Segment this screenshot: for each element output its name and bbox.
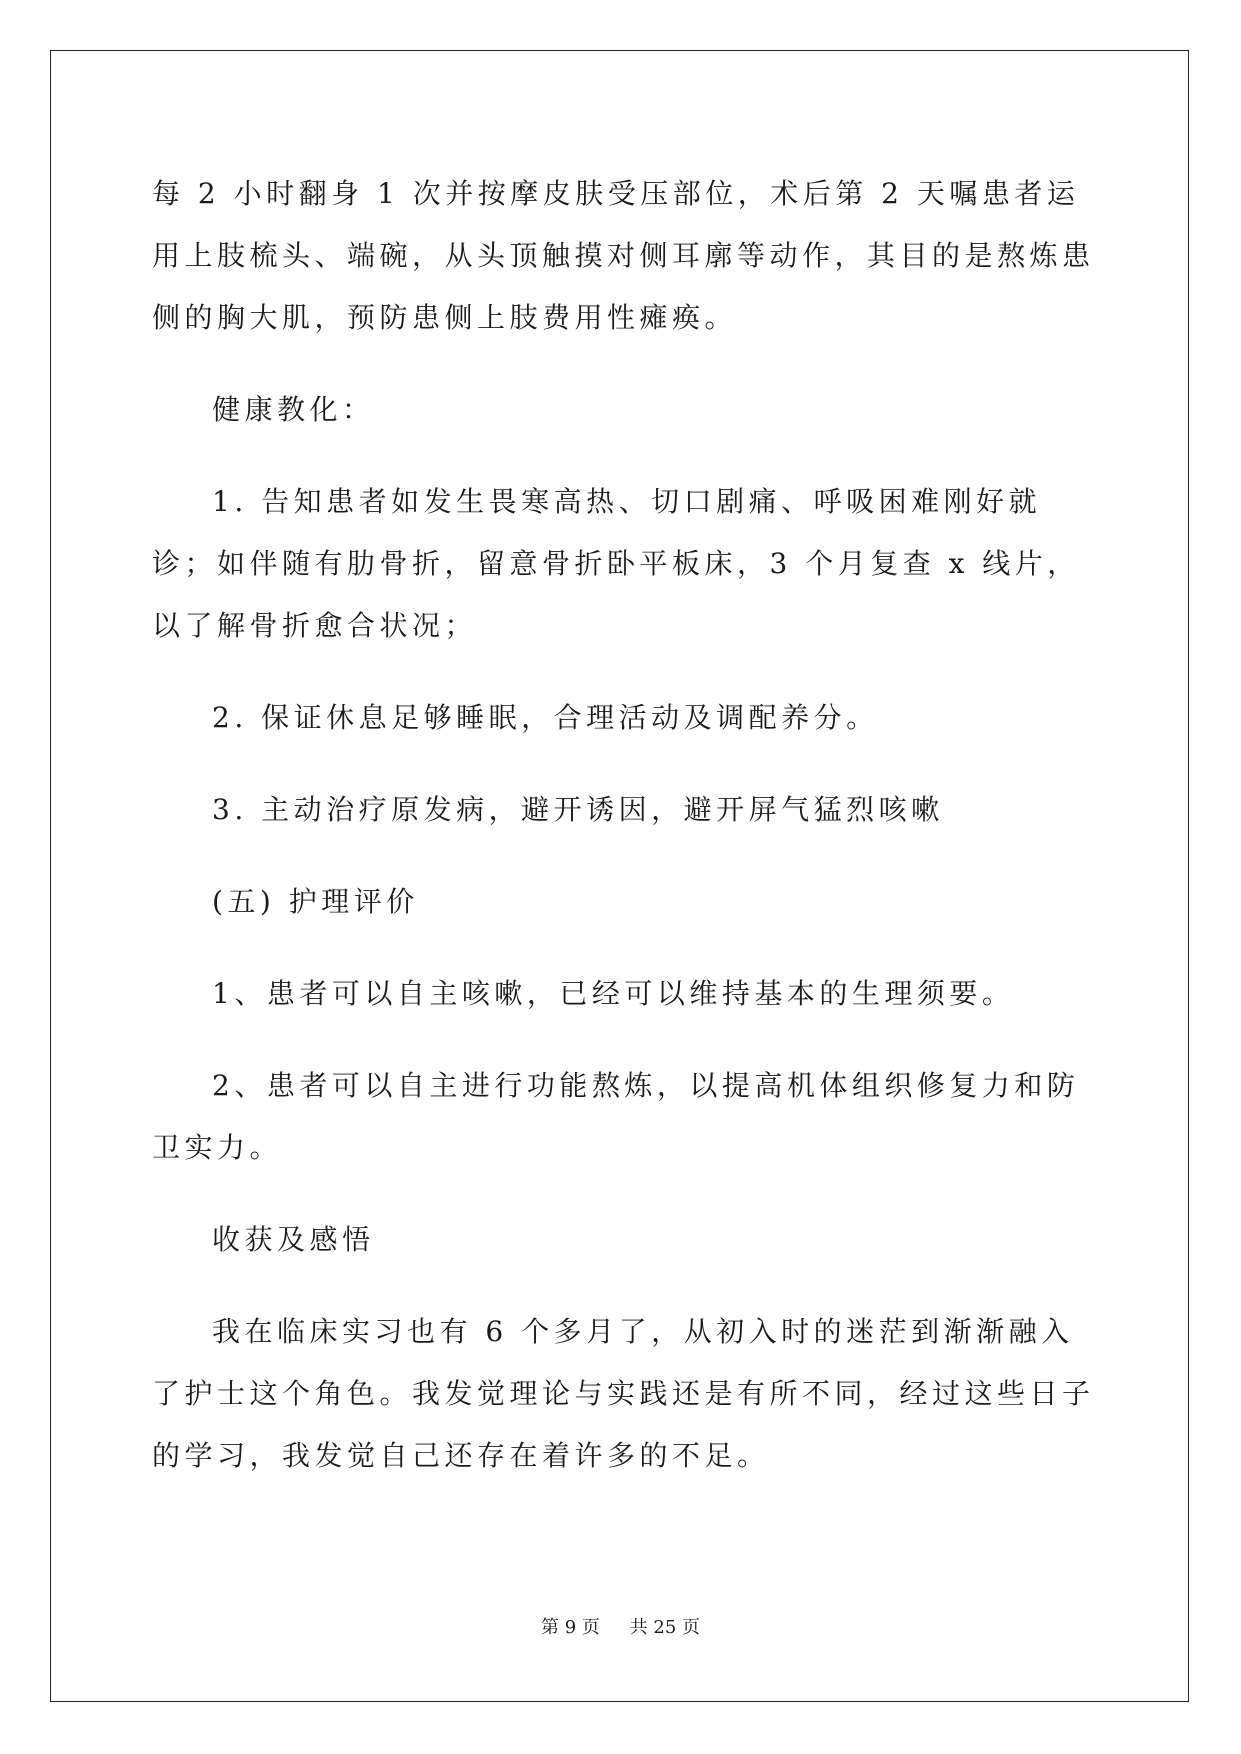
document-body [152,163,1102,1487]
page-footer [0,1613,1241,1639]
list-item-2: 2. 保证休息足够睡眠，合理活动及调配养分。 [212,701,879,734]
paragraph-continuation: 每 2 小时翻身 1 次并按摩皮肤受压部位，术后第 2 天嘱患者运用上肢梳头、端碗，从头顶触摸对侧耳廓等动作，其目的是熬炼患侧的胸大肌，预防患侧上肢费用性瘫痪。 [152,177,1095,334]
page-total: 共 25 页 [629,1617,700,1638]
page-number: 第 9 页 [541,1617,600,1638]
list-item-1: 1. 告知患者如发生畏寒高热、切口剧痛、呼吸困难刚好就诊；如伴随有肋骨折，留意骨折卧平板床，3 个月复查 x 线片， 以了解骨折愈合状况； [152,485,1080,642]
heading-nursing-evaluation: (五) 护理评价 [212,885,419,918]
evaluation-item-2: 2、患者可以自主进行功能熬炼，以提高机体组织修复力和防卫实力。 [152,1069,1080,1164]
list-item-3: 3. 主动治疗原发病，避开诱因，避开屏气猛烈咳嗽 [212,793,944,826]
heading-health-education: 健康教化： [212,393,375,426]
heading-reflections: 收获及感悟 [212,1223,375,1256]
evaluation-item-1: 1、患者可以自主咳嗽，已经可以维持基本的生理须要。 [212,977,1015,1010]
reflection-paragraph: 我在临床实习也有 6 个多月了，从初入时的迷茫到渐渐融入了护士这个角色。我发觉理论与实践还是有所不同，经过这些日子的学习，我发觉自己还存在着许多的不足。 [152,1315,1095,1472]
